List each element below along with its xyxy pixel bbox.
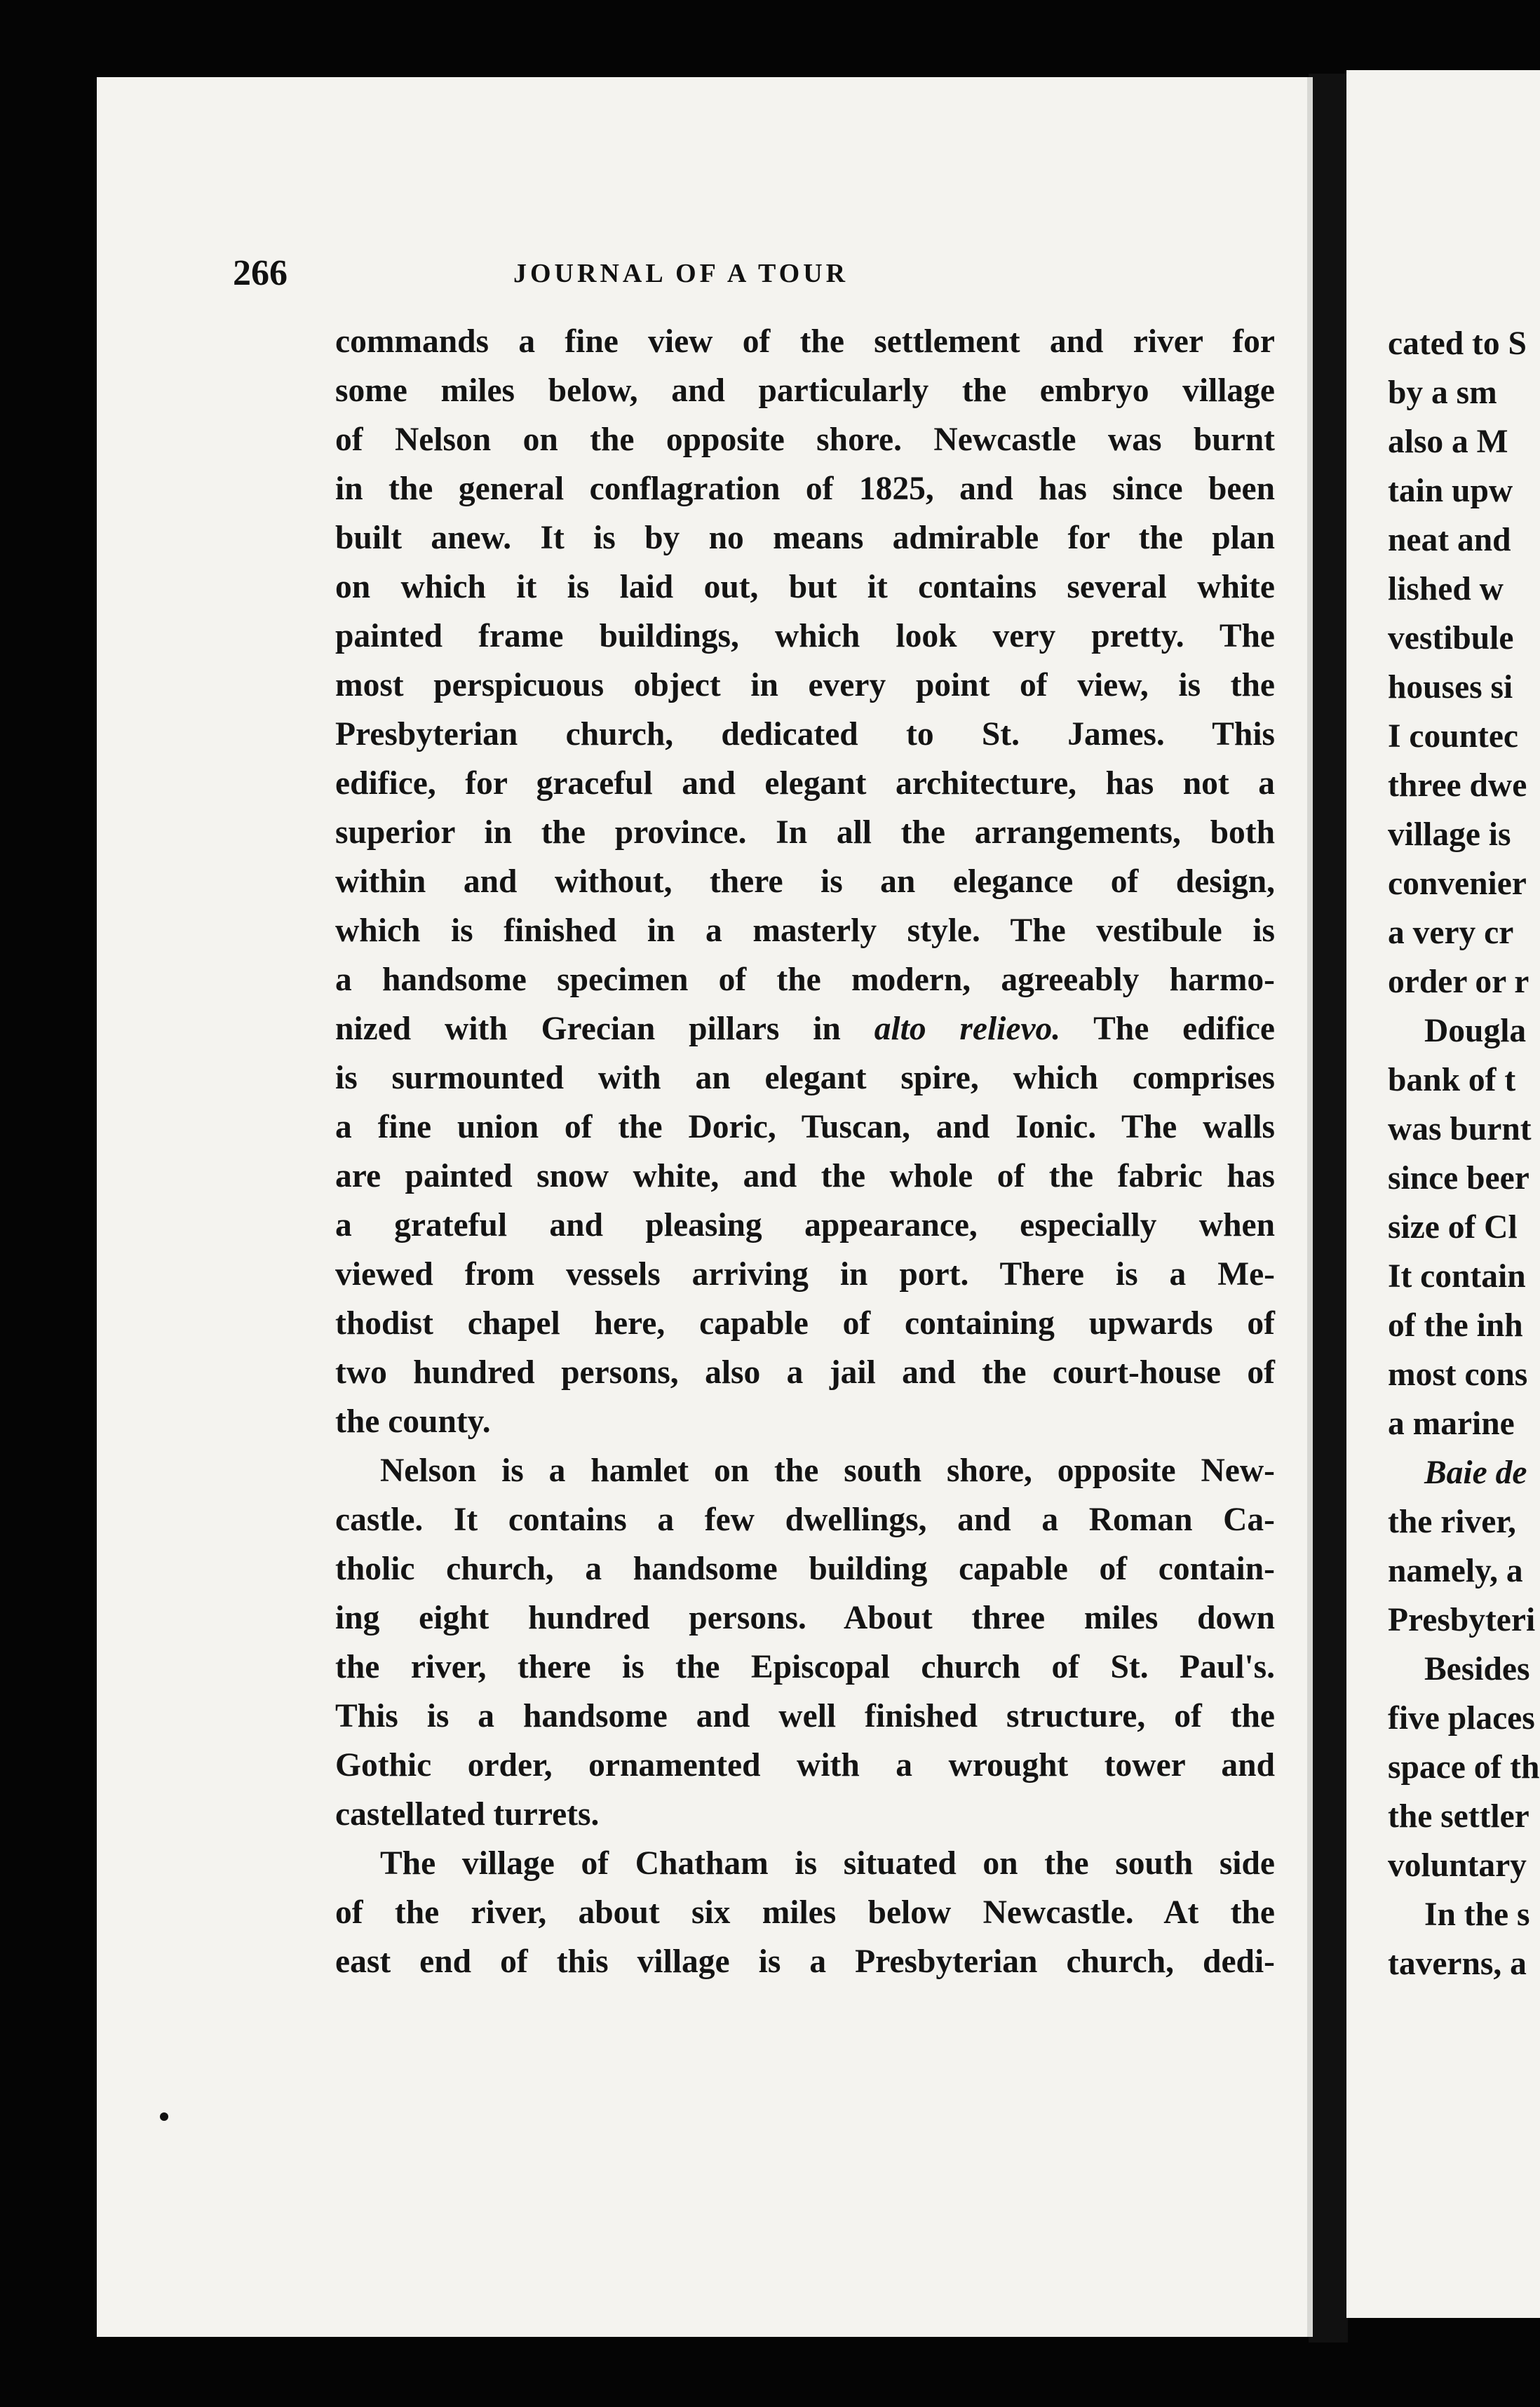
text-line: of the river, about six miles below Newcastle. At the — [335, 1894, 1275, 1931]
page-body-text — [335, 317, 1275, 1986]
text-line: the river, there is the Episcopal church of St. Paul's. — [335, 1649, 1275, 1685]
right-line: vestibule — [1388, 620, 1514, 656]
text-line: thodist chapel here, capable of containing upwards of — [335, 1305, 1275, 1342]
book-gutter — [1309, 74, 1348, 2342]
right-line: houses si — [1388, 669, 1513, 706]
ink-speck — [160, 2112, 168, 2121]
right-line: convenier — [1388, 865, 1527, 902]
right-line: also a M — [1388, 424, 1508, 460]
right-line: It contain — [1388, 1258, 1526, 1295]
running-head: JOURNAL OF A TOUR — [513, 259, 849, 288]
right-line: three dwe — [1388, 767, 1527, 804]
text-line: on which it is laid out, but it contains several white — [335, 569, 1275, 605]
text-line: Presbyterian church, dedicated to St. James. This — [335, 716, 1275, 753]
text-line: a handsome specimen of the modern, agreeably harmo- — [335, 962, 1275, 998]
text-line: Gothic order, ornamented with a wrought tower and — [335, 1747, 1275, 1784]
right-line: was burnt — [1388, 1111, 1532, 1147]
right-line: order or r — [1388, 964, 1529, 1000]
right-line: a marine — [1388, 1405, 1515, 1442]
right-line: I countec — [1388, 718, 1519, 755]
text-line: of Nelson on the opposite shore. Newcastle was burnt — [335, 422, 1275, 458]
text-line: built anew. It is by no means admirable for the plan — [335, 520, 1275, 556]
text-line: is surmounted with an elegant spire, which comprises — [335, 1060, 1275, 1096]
right-line: since beer — [1388, 1160, 1529, 1196]
right-page — [1346, 70, 1540, 2318]
text-line: two hundred persons, also a jail and the court-house of — [335, 1354, 1275, 1391]
text-line: a grateful and pleasing appearance, especially when — [335, 1207, 1275, 1243]
text-line: painted frame buildings, which look very pretty. The — [335, 618, 1275, 654]
text-line: Nelson is a hamlet on the south shore, opposite New- — [380, 1452, 1275, 1489]
page-header — [233, 252, 1144, 302]
text-line: within and without, there is an elegance of design, — [335, 863, 1275, 900]
text-line: commands a fine view of the settlement and river for — [335, 323, 1275, 360]
right-line: taverns, a — [1388, 1946, 1527, 1982]
text-line: ing eight hundred persons. About three miles down — [335, 1600, 1275, 1636]
right-line: by a sm — [1388, 375, 1497, 411]
text-line-mixed — [335, 1004, 1275, 1053]
right-line: Dougla — [1424, 1013, 1527, 1049]
right-line: Presbyteri — [1388, 1602, 1536, 1638]
right-line: the river, — [1388, 1504, 1516, 1540]
text-line: castellated turrets. — [335, 1796, 600, 1833]
right-line: tain upw — [1388, 473, 1513, 509]
text-line: a fine union of the Doric, Tuscan, and Ionic. The walls — [335, 1109, 1275, 1145]
text-line: This is a handsome and well finished structure, of the — [335, 1698, 1275, 1734]
right-line: five places — [1388, 1700, 1535, 1737]
text-line: most perspicuous object in every point of view, is the — [335, 667, 1275, 703]
text-line: east end of this village is a Presbyterian church, dedi- — [335, 1943, 1275, 1980]
italic-phrase: alto relievo. — [874, 1011, 1061, 1047]
right-line: neat and — [1388, 522, 1511, 558]
text-line: in the general conflagration of 1825, and has since been — [335, 471, 1275, 507]
text-line: the county. — [335, 1403, 491, 1440]
text-line: The village of Chatham is situated on the south side — [380, 1845, 1275, 1882]
text-line: are painted snow white, and the whole of the fabric has — [335, 1158, 1275, 1194]
right-line: the settler — [1388, 1798, 1529, 1835]
right-line: village is — [1388, 816, 1511, 853]
text-run: The edifice — [1093, 1011, 1276, 1047]
right-page-text — [1388, 319, 1540, 1988]
right-line: size of Cl — [1388, 1209, 1518, 1246]
text-run: nized with Grecian pillars in — [335, 1011, 841, 1047]
right-line: Baie de — [1424, 1455, 1527, 1491]
right-line: of the inh — [1388, 1307, 1523, 1344]
text-line: viewed from vessels arriving in port. There is a Me- — [335, 1256, 1275, 1293]
text-line: superior in the province. In all the arrangements, both — [335, 814, 1275, 851]
right-line: In the s — [1424, 1896, 1530, 1933]
text-line: tholic church, a handsome building capable of contain- — [335, 1551, 1275, 1587]
right-line: a very cr — [1388, 915, 1514, 951]
right-line: voluntary — [1388, 1847, 1527, 1884]
text-line: edifice, for graceful and elegant architecture, has not a — [335, 765, 1275, 802]
right-line: space of th — [1388, 1749, 1540, 1786]
text-line: which is finished in a masterly style. The vestibule is — [335, 912, 1275, 949]
text-line: castle. It contains a few dwellings, and a Roman Ca- — [335, 1502, 1275, 1538]
right-line: Besides — [1424, 1651, 1530, 1687]
right-line: cated to S — [1388, 325, 1527, 362]
page-number: 266 — [233, 253, 288, 293]
text-line: some miles below, and particularly the embryo village — [335, 372, 1275, 409]
right-line: most cons — [1388, 1356, 1528, 1393]
right-line: namely, a — [1388, 1553, 1523, 1589]
right-line: lished w — [1388, 571, 1504, 607]
right-line: bank of t — [1388, 1062, 1516, 1098]
